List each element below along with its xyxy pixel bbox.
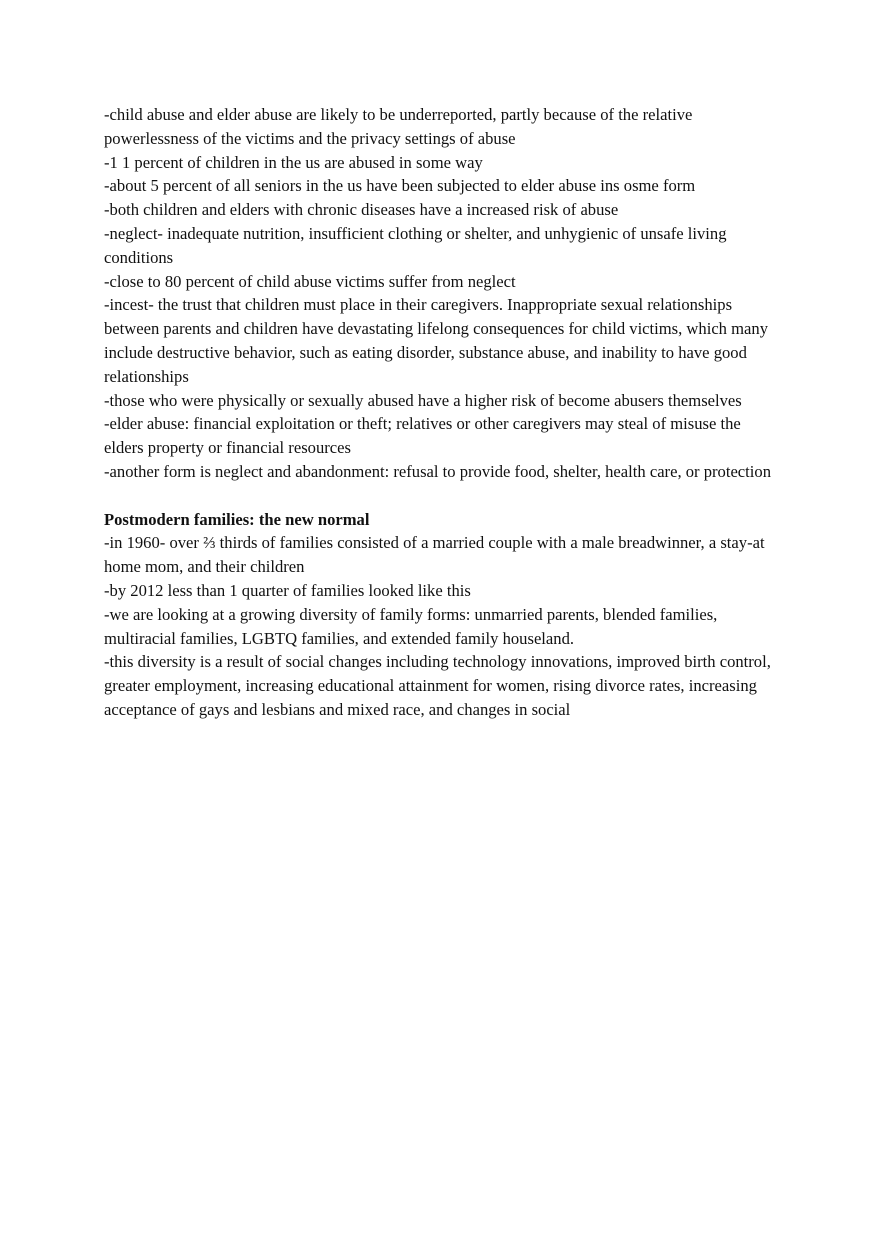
note-line: -in 1960- over ⅔ thirds of families consisted of a married couple with a male breadwinner, a stay-at home mom, and their children xyxy=(104,533,765,577)
note-line: -child abuse and elder abuse are likely to be underreported, partly because of the relative powerlessness of the victims and the privacy settings of abuse xyxy=(104,105,693,148)
section-heading: Postmodern families: the new normal xyxy=(104,509,370,529)
note-line: -both children and elders with chronic diseases have a increased risk of abuse xyxy=(104,200,619,220)
note-line: -we are looking at a growing diversity of family forms: unmarried parents, blended families, multiracial families, LGBTQ families, and extended family houseland. xyxy=(104,604,718,648)
note-line: -incest- the trust that children must place in their caregivers. Inappropriate sexual relationships between parents and children have devastating lifelong consequences for child victims, which many include destructive behavior, such as eating disorder, substance abuse, and inability to have good relationships xyxy=(104,295,768,386)
document-body xyxy=(104,103,776,722)
note-line: -by 2012 less than 1 quarter of families looked like this xyxy=(104,580,471,600)
note-line: -neglect- inadequate nutrition, insufficient clothing or shelter, and unhygienic of unsafe living conditions xyxy=(104,223,727,267)
paragraph-spacer xyxy=(104,484,776,508)
note-line: -about 5 percent of all seniors in the us have been subjected to elder abuse ins osme form xyxy=(104,176,696,196)
note-line: -1 1 percent of children in the us are abused in some way xyxy=(104,152,483,172)
note-line: -elder abuse: financial exploitation or theft; relatives or other caregivers may steal of misuse the elders property or financial resources xyxy=(104,414,741,458)
note-line: -close to 80 percent of child abuse victims suffer from neglect xyxy=(104,271,516,291)
note-line: -another form is neglect and abandonment: refusal to provide food, shelter, health care, or protection xyxy=(104,461,771,481)
note-line: -those who were physically or sexually abused have a higher risk of become abusers themselves xyxy=(104,390,742,410)
note-line: -this diversity is a result of social changes including technology innovations, improved birth control, greater employment, increasing educational attainment for women, rising divorce rates, increasing acceptance of gays and lesbians and mixed race, and changes in social xyxy=(104,652,771,719)
